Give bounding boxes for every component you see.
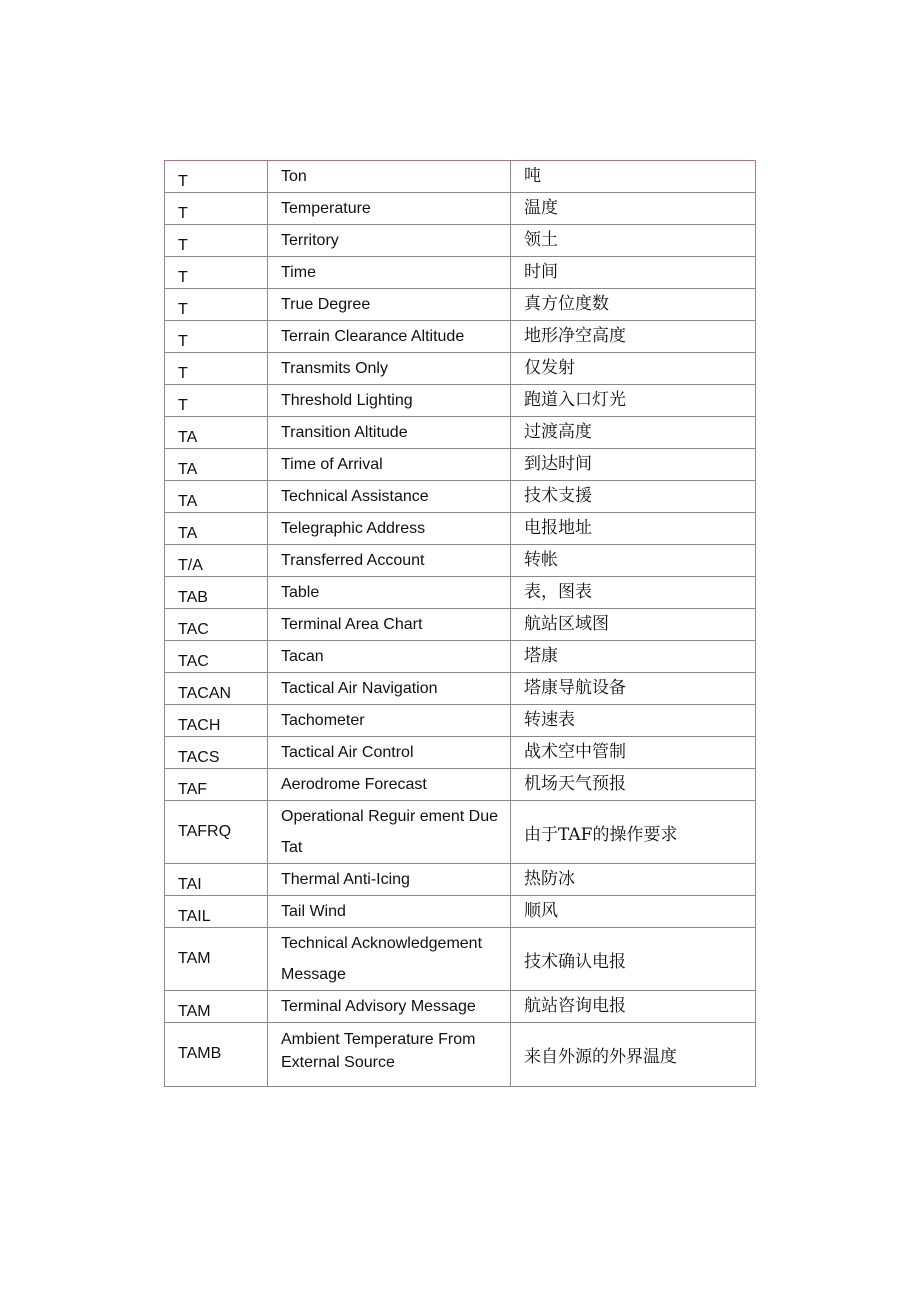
table-row xyxy=(165,801,756,864)
table-row xyxy=(165,225,756,257)
table-row xyxy=(165,896,756,928)
term-cell: Time xyxy=(268,257,511,289)
term-cell: Telegraphic Address xyxy=(268,513,511,545)
chinese-cell: 航站区域图 xyxy=(511,609,756,641)
chinese-cell: 温度 xyxy=(511,193,756,225)
chinese-cell: 技术支援 xyxy=(511,481,756,513)
table-row xyxy=(165,577,756,609)
term-cell: Tactical Air Control xyxy=(268,737,511,769)
term-cell: Terminal Advisory Message xyxy=(268,991,511,1023)
term-cell: Thermal Anti-Icing xyxy=(268,864,511,896)
term-cell: Ton xyxy=(268,161,511,193)
table-row xyxy=(165,545,756,577)
table-row xyxy=(165,769,756,801)
table-row xyxy=(165,864,756,896)
term-cell: Tachometer xyxy=(268,705,511,737)
term-cell: Tail Wind xyxy=(268,896,511,928)
abbreviation-cell: TACS xyxy=(165,737,268,769)
table-row xyxy=(165,737,756,769)
abbreviation-cell: T xyxy=(165,385,268,417)
table-row xyxy=(165,481,756,513)
glossary-table xyxy=(164,160,756,1087)
abbreviation-cell: TACH xyxy=(165,705,268,737)
term-cell: Tacan xyxy=(268,641,511,673)
abbreviation-cell: TAC xyxy=(165,641,268,673)
table-row xyxy=(165,513,756,545)
chinese-cell: 技术确认电报 xyxy=(511,928,756,991)
table-row xyxy=(165,289,756,321)
chinese-cell: 塔康导航设备 xyxy=(511,673,756,705)
term-cell: Technical Assistance xyxy=(268,481,511,513)
chinese-cell: 塔康 xyxy=(511,641,756,673)
term-cell: Threshold Lighting xyxy=(268,385,511,417)
chinese-cell: 转帐 xyxy=(511,545,756,577)
table-row xyxy=(165,385,756,417)
chinese-cell: 领土 xyxy=(511,225,756,257)
abbreviation-cell: TA xyxy=(165,417,268,449)
term-cell: Terrain Clearance Altitude xyxy=(268,321,511,353)
table-row xyxy=(165,609,756,641)
chinese-cell: 真方位度数 xyxy=(511,289,756,321)
abbreviation-cell: TAB xyxy=(165,577,268,609)
table-row xyxy=(165,321,756,353)
abbreviation-cell: T xyxy=(165,353,268,385)
abbreviation-cell: T xyxy=(165,289,268,321)
term-cell: Transferred Account xyxy=(268,545,511,577)
chinese-cell: 地形净空高度 xyxy=(511,321,756,353)
term-cell: True Degree xyxy=(268,289,511,321)
term-cell: Tactical Air Navigation xyxy=(268,673,511,705)
term-cell: Transition Altitude xyxy=(268,417,511,449)
table-row xyxy=(165,991,756,1023)
chinese-cell: 电报地址 xyxy=(511,513,756,545)
term-cell: Time of Arrival xyxy=(268,449,511,481)
abbreviation-cell: TA xyxy=(165,513,268,545)
chinese-cell: 仅发射 xyxy=(511,353,756,385)
table-row xyxy=(165,417,756,449)
term-cell: Aerodrome Forecast xyxy=(268,769,511,801)
chinese-cell: 过渡高度 xyxy=(511,417,756,449)
term-line: Technical Acknowledgement xyxy=(281,935,483,952)
table-row xyxy=(165,641,756,673)
abbreviation-cell: TA xyxy=(165,449,268,481)
abbreviation-cell: TAM xyxy=(165,928,268,991)
chinese-cell: 来自外源的外界温度 xyxy=(511,1023,756,1087)
chinese-cell: 热防冰 xyxy=(511,864,756,896)
table-row xyxy=(165,705,756,737)
abbreviation-cell: TAFRQ xyxy=(165,801,268,864)
abbreviation-cell: T xyxy=(165,257,268,289)
table-row xyxy=(165,673,756,705)
table-row xyxy=(165,449,756,481)
chinese-cell: 跑道入口灯光 xyxy=(511,385,756,417)
chinese-cell: 航站咨询电报 xyxy=(511,991,756,1023)
abbreviation-cell: TAMB xyxy=(165,1023,268,1087)
table-row xyxy=(165,193,756,225)
table-row xyxy=(165,928,756,991)
term-line: Ambient Temperature From xyxy=(281,1030,476,1048)
abbreviation-cell: TACAN xyxy=(165,673,268,705)
abbreviation-cell: TA xyxy=(165,481,268,513)
chinese-cell: 战术空中管制 xyxy=(511,737,756,769)
table-row xyxy=(165,1023,756,1087)
term-cell: Table xyxy=(268,577,511,609)
abbreviation-cell: TAI xyxy=(165,864,268,896)
abbreviation-cell: T xyxy=(165,161,268,193)
term-cell: Transmits Only xyxy=(268,353,511,385)
chinese-cell: 吨 xyxy=(511,161,756,193)
term-line: Tat xyxy=(281,839,303,856)
abbreviation-cell: TAC xyxy=(165,609,268,641)
table-row xyxy=(165,257,756,289)
chinese-cell: 由于TAF的操作要求 xyxy=(511,801,756,864)
term-cell xyxy=(268,801,511,864)
term-cell xyxy=(268,1023,511,1087)
term-line: Operational Reguir ement Due xyxy=(281,808,499,825)
term-cell: Temperature xyxy=(268,193,511,225)
abbreviation-cell: TAM xyxy=(165,991,268,1023)
abbreviation-cell: TAF xyxy=(165,769,268,801)
chinese-cell: 表，图表 xyxy=(511,577,756,609)
term-cell: Territory xyxy=(268,225,511,257)
abbreviation-cell: T xyxy=(165,193,268,225)
abbreviation-cell: T xyxy=(165,225,268,257)
term-cell xyxy=(268,928,511,991)
chinese-cell: 顺风 xyxy=(511,896,756,928)
abbreviation-cell: TAIL xyxy=(165,896,268,928)
table-row xyxy=(165,353,756,385)
table-row xyxy=(165,161,756,193)
chinese-cell: 时间 xyxy=(511,257,756,289)
chinese-cell: 机场天气预报 xyxy=(511,769,756,801)
term-line: Message xyxy=(281,966,346,983)
chinese-cell: 到达时间 xyxy=(511,449,756,481)
term-line: External Source xyxy=(281,1053,395,1071)
term-cell: Terminal Area Chart xyxy=(268,609,511,641)
abbreviation-cell: T xyxy=(165,321,268,353)
chinese-cell: 转速表 xyxy=(511,705,756,737)
abbreviation-cell: T/A xyxy=(165,545,268,577)
